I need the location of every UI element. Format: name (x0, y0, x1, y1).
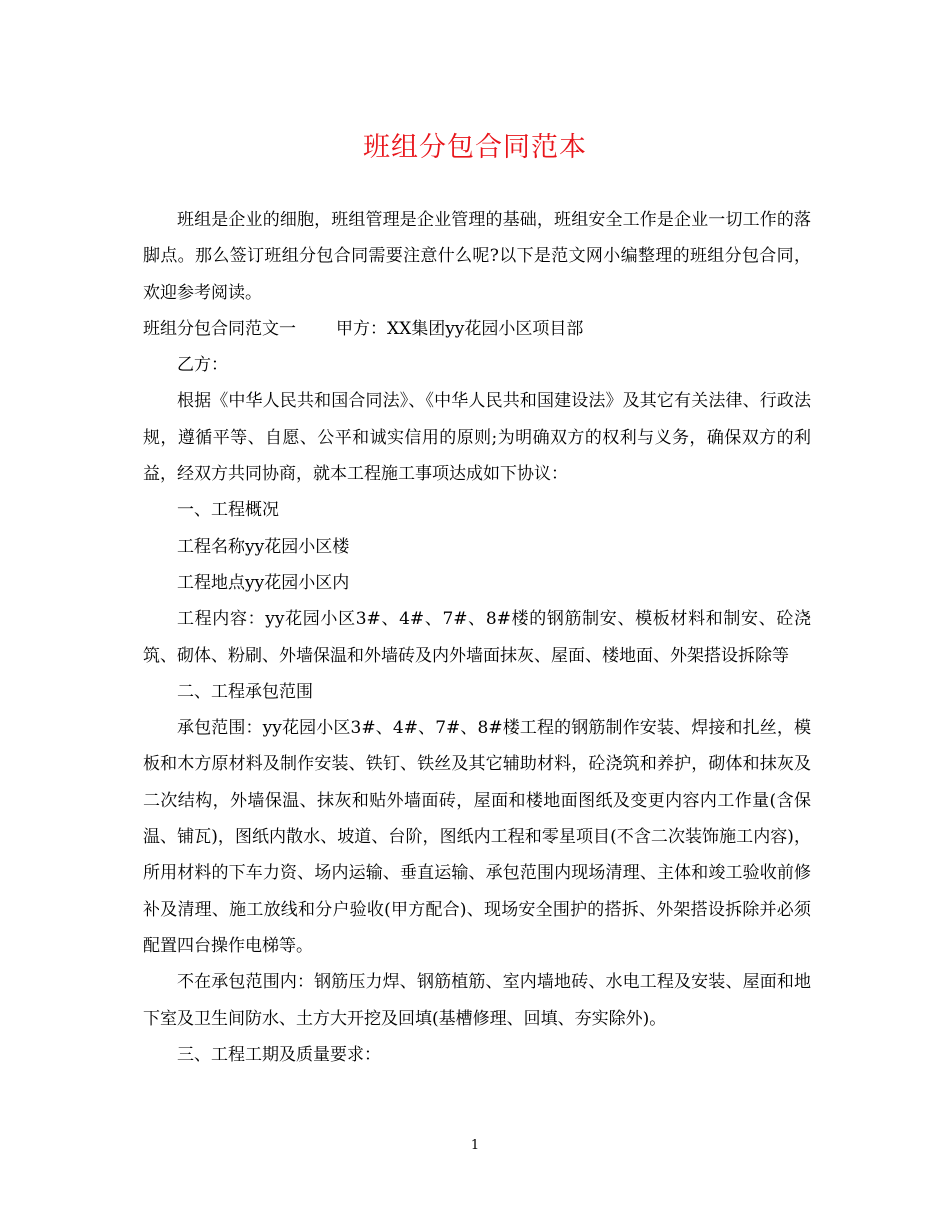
document-title: 班组分包合同范本 (363, 132, 587, 163)
party-b: 乙方： (177, 355, 228, 376)
party-a: 甲方：XX集团yy花园小区项目部 (336, 318, 584, 339)
scope-paragraph: 承包范围：yy花园小区3#、4#、7#、8#楼工程的钢筋制作安装、焊接和扎丝，模板和木方原材料及制作安装、铁钉、铁丝及其它辅助材料，砼浇筑和养护，砌体和抹灰及二次结构，外墙保温、抹灰和贴外墙面砖，屋面和楼地面图纸及变更内容内工作量(含保温、铺瓦)，图纸内散水、坡道、台阶，图纸内工程和零星项目(不含二次装饰施工内容)，所用材料的下车力资、场内运输、垂直运输、承包范围内现场清理、主体和竣工验收前修补及清理、施工放线和分户验收(甲方配合)、现场安全围护的搭拆、外架搭设拆除并必须配置四台操作电梯等。 (143, 718, 811, 956)
exclusions-paragraph: 不在承包范围内：钢筋压力焊、钢筋植筋、室内墙地砖、水电工程及安装、屋面和地下室及卫生间防水、土方大开挖及回填(基槽修理、回填、夯实除外)。 (143, 972, 811, 1029)
sample-heading: 班组分包合同范文一 (143, 318, 296, 339)
sample-heading-line (143, 311, 811, 347)
project-content: 工程内容：yy花园小区3#、4#、7#、8#楼的钢筋制安、模板材料和制安、砼浇筑、砌体、粉刷、外墙保温和外墙砖及内外墙面抹灰、屋面、楼地面、外架搭设拆除等 (143, 609, 811, 666)
section-2-heading: 二、工程承包范围 (177, 681, 313, 702)
document-body (143, 202, 811, 1073)
intro-paragraph: 班组是企业的细胞，班组管理是企业管理的基础，班组安全工作是企业一切工作的落脚点。那么签订班组分包合同需要注意什么呢?以下是范文网小编整理的班组分包合同，欢迎参考阅读。 (143, 210, 811, 303)
basis-paragraph: 根据《中华人民共和国合同法》、《中华人民共和国建设法》及其它有关法律、行政法规，遵循平等、自愿、公平和诚实信用的原则;为明确双方的权利与义务，确保双方的利益，经双方共同协商，就本工程施工事项达成如下协议： (143, 391, 811, 485)
section-1-heading: 一、工程概况 (177, 500, 279, 521)
section-3-heading: 三、工程工期及质量要求： (177, 1044, 381, 1065)
page-number: 1 (470, 1138, 480, 1153)
project-name: 工程名称yy花园小区楼 (177, 536, 350, 557)
project-location: 工程地点yy花园小区内 (177, 572, 350, 593)
